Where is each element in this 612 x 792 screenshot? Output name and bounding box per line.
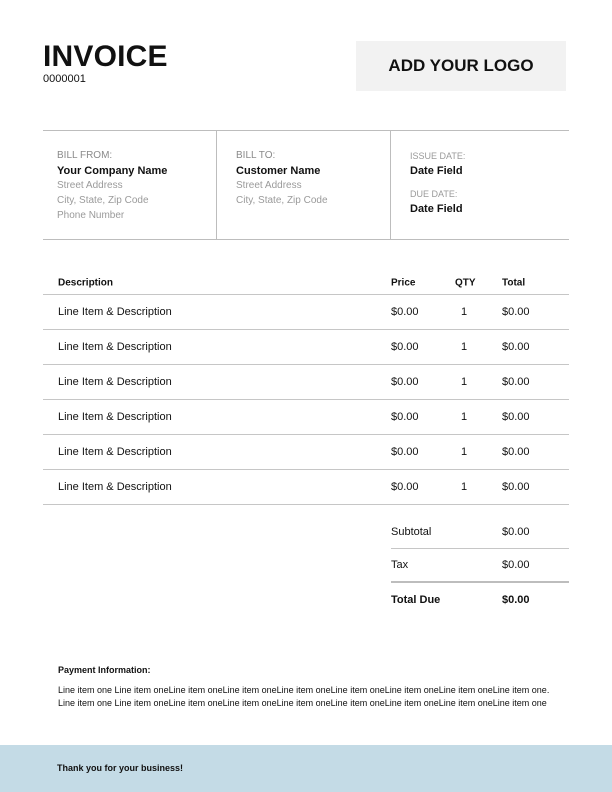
total-due-label: Total Due [391,594,441,606]
dates-block [391,131,569,239]
row-description[interactable]: Line Item & Description [58,446,172,458]
tax-label: Tax [391,559,409,571]
row-total: $0.00 [502,411,530,423]
summary-block [391,515,569,617]
invoice-number: 0000001 [43,73,86,85]
row-total: $0.00 [502,376,530,388]
table-header [43,270,569,295]
table-row [43,295,569,330]
company-city[interactable]: City, State, Zip Code [57,195,149,206]
footer-bar [0,745,612,792]
line-items-table [43,270,569,505]
bill-to-block [217,131,391,239]
table-row [43,470,569,505]
row-qty[interactable]: 1 [461,446,468,458]
customer-street[interactable]: Street Address [236,180,302,191]
total-due-row [391,583,569,617]
row-qty[interactable]: 1 [461,481,468,493]
header-description: Description [58,277,114,289]
header-total: Total [502,277,526,289]
table-row [43,365,569,400]
row-total: $0.00 [502,306,530,318]
row-description[interactable]: Line Item & Description [58,411,172,423]
issue-date-label: ISSUE DATE: [410,151,466,161]
row-qty[interactable]: 1 [461,376,468,388]
logo-placeholder[interactable] [356,41,566,91]
logo-placeholder-text: ADD YOUR LOGO [388,56,534,75]
row-description[interactable]: Line Item & Description [58,481,172,493]
table-row [43,400,569,435]
company-street[interactable]: Street Address [57,180,123,191]
payment-info-text[interactable]: Line item one Line item oneLine item oneLine item oneLine item oneLine item oneLine item oneLine item oneLine item one. Line item one Line item oneLine item oneLine item oneLine item oneLine item oneLine item oneLine item oneLine item one [58,685,550,708]
row-price[interactable]: $0.00 [391,341,419,353]
row-description[interactable]: Line Item & Description [58,376,172,388]
billing-section [43,130,569,240]
row-qty[interactable]: 1 [461,306,468,318]
customer-name[interactable]: Customer Name [236,165,321,177]
customer-city[interactable]: City, State, Zip Code [236,195,328,206]
tax-value[interactable]: $0.00 [502,559,530,571]
row-price[interactable]: $0.00 [391,306,419,318]
row-total: $0.00 [502,481,530,493]
due-date-label: DUE DATE: [410,189,458,199]
total-due-value: $0.00 [502,594,530,606]
row-qty[interactable]: 1 [461,341,468,353]
tax-row [391,549,569,583]
subtotal-value: $0.00 [502,525,530,538]
table-row [43,435,569,470]
issue-date-value[interactable]: Date Field [410,165,463,177]
row-price[interactable]: $0.00 [391,481,419,493]
row-price[interactable]: $0.00 [391,376,419,388]
table-row [43,330,569,365]
row-total: $0.00 [502,446,530,458]
row-qty[interactable]: 1 [461,411,468,423]
row-price[interactable]: $0.00 [391,411,419,423]
row-total: $0.00 [502,341,530,353]
due-date-value[interactable]: Date Field [410,203,463,215]
invoice-title: INVOICE [43,40,168,73]
row-description[interactable]: Line Item & Description [58,306,172,318]
subtotal-label: Subtotal [391,525,432,538]
footer-thank-you: Thank you for your business! [57,763,184,773]
company-name[interactable]: Your Company Name [57,165,168,177]
header-qty: QTY [455,277,476,289]
header-price: Price [391,277,416,289]
payment-info-title: Payment Information: [58,665,151,675]
bill-from-label: BILL FROM: [57,150,113,161]
bill-from-block [43,131,217,239]
row-description[interactable]: Line Item & Description [58,341,172,353]
bill-to-label: BILL TO: [236,150,276,161]
company-phone[interactable]: Phone Number [57,210,125,221]
subtotal-row [391,515,569,549]
row-price[interactable]: $0.00 [391,446,419,458]
